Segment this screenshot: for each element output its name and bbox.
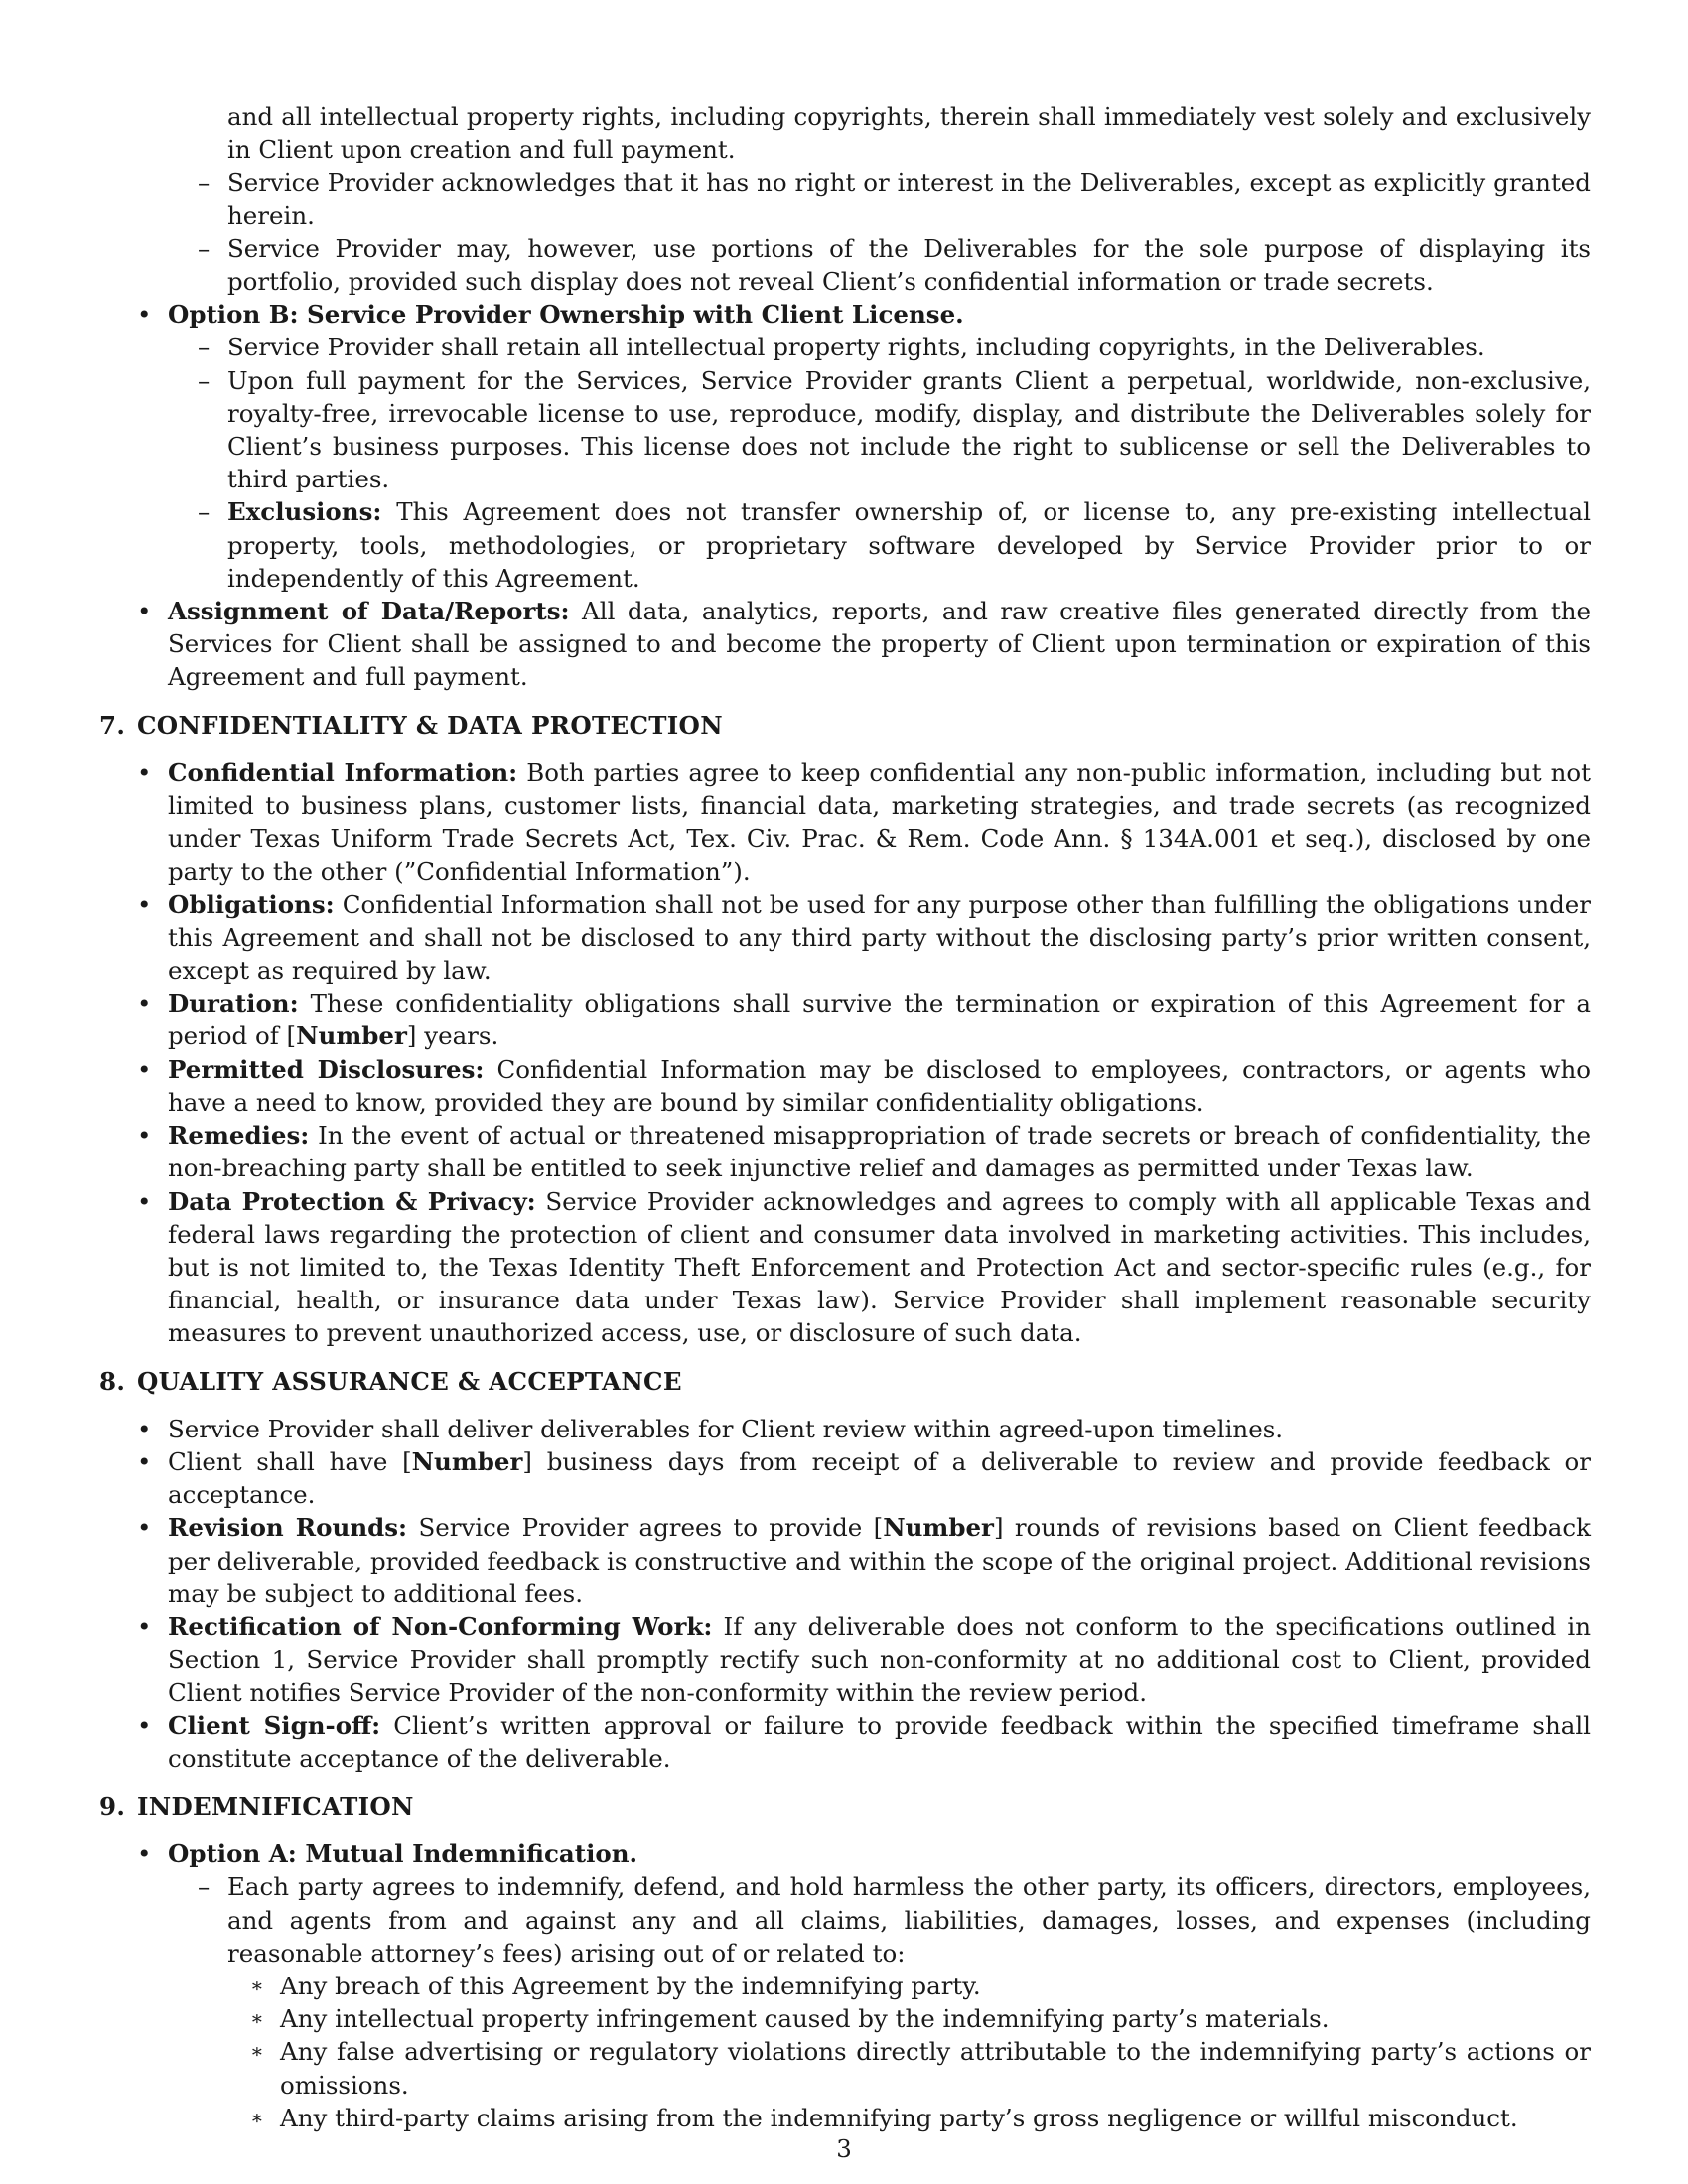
list-item: ∗ Any intellectual property infringement caused by the indemnifying party’s materials. bbox=[99, 2002, 1591, 2035]
placeholder-field: Number bbox=[411, 1446, 523, 1476]
assignment-list bbox=[99, 595, 1591, 694]
star-marker: ∗ bbox=[250, 1973, 264, 1997]
bullet-marker: • bbox=[137, 989, 152, 1019]
list-item: • Rectification of Non-Conforming Work: If any deliverable does not conform to the specifications outlined in Section 1, Service Provider shall promptly rectify such non-conformity at no additional cost to Client, provided Client notifies Service Provider of the non-conformity within the review period. bbox=[137, 1611, 1591, 1707]
option-b-item bbox=[99, 298, 1591, 331]
list-item: ∗ Any false advertising or regulatory violations directly attributable to the indemnifying party’s actions or omissions. bbox=[250, 2037, 1591, 2100]
list-item: – Service Provider acknowledges that it has no right or interest in the Deliverables, except as explicitly granted herein. bbox=[198, 168, 1591, 230]
list-item: • Remedies: In the event of actual or threatened misappropriation of trade secrets or breach of confidentiality, the non-breaching party shall be entitled to seek injunctive relief and damages as permitted under Texas law. bbox=[137, 1121, 1591, 1183]
continuation-text: and all intellectual property rights, including copyrights, therein shall immediately vest solely and exclusively in Client upon creation and full payment. bbox=[227, 102, 1591, 165]
dash-marker: – bbox=[198, 497, 211, 527]
dash-marker: – bbox=[198, 365, 211, 395]
star-marker: ∗ bbox=[250, 2039, 264, 2064]
list-item: – Each party agrees to indemnify, defend, and hold harmless the other party, its officers, directors, employees, and agents from and against any and all claims, liabilities, damages, losses, and expenses (including reasonable attorney’s fees) arising out of or related to: bbox=[198, 1872, 1591, 1968]
placeholder-field: Number bbox=[883, 1513, 994, 1543]
list-item: • Obligations: Confidential Information shall not be used for any purpose other than fulfilling the obligations under this Agreement and shall not be disclosed to any third party without the disclosing party’s prior written consent, except as required by law. bbox=[137, 889, 1591, 986]
list-item: • Permitted Disclosures: Confidential Information may be disclosed to employees, contractors, or agents who have a need to know, provided they are bound by similar confidentiality obligations. bbox=[137, 1054, 1591, 1117]
section-number: 8. bbox=[99, 1366, 126, 1396]
indemnification-subitems bbox=[99, 1970, 1591, 2134]
list-item: • Data Protection & Privacy: Service Provider acknowledges and agrees to comply with all applicable Texas and federal laws regarding the protection of client and consumer data involved in marketing activities. This includes, but is not limited to, the Texas Identity Theft Enforcement and Protection Act and sector-specific rules (e.g., for financial, health, or insurance data under Texas law). Service Provider shall implement reasonable security measures to prevent unauthorized access, use, or disclosure of such data. bbox=[137, 1186, 1591, 1348]
placeholder-field: Number bbox=[296, 1022, 407, 1051]
option-a-subitems bbox=[99, 1870, 1591, 1970]
bullet-marker: • bbox=[137, 1710, 152, 1740]
list-item: • Confidential Information: Both parties agree to keep confidential any non-public information, including but not limited to business plans, customer lists, financial data, marketing strategies, and trade secrets (as recognized under Texas Uniform Trade Secrets Act, Tex. Civ. Prac. & Rem. Code Ann. § 134A.001 et seq.), disclosed by one party to the other (”Confidential Information”). bbox=[137, 757, 1591, 887]
bullet-marker: • bbox=[137, 1513, 152, 1543]
ownership-options bbox=[99, 298, 1591, 331]
bullet-marker: • bbox=[137, 889, 152, 919]
dash-marker: – bbox=[198, 333, 211, 362]
list-item: – Upon full payment for the Services, Service Provider grants Client a perpetual, worldwide, non-exclusive, royalty-free, irrevocable license to use, reproduce, modify, display, and distribute the Deliverables solely for Client’s business purposes. This license does not include the right to sublicense or sell the Deliverables to third parties. bbox=[198, 365, 1591, 494]
option-b-subitems bbox=[99, 331, 1591, 595]
dash-marker: – bbox=[198, 168, 211, 198]
section-title: QUALITY ASSURANCE & ACCEPTANCE bbox=[137, 1366, 682, 1396]
continuation-subitems bbox=[99, 166, 1591, 298]
section-number: 7. bbox=[99, 710, 126, 740]
option-a-title: Option A: Mutual Indemnification. bbox=[168, 1840, 638, 1869]
bullet-marker: • bbox=[137, 1840, 152, 1869]
bullet-marker: • bbox=[137, 1054, 152, 1084]
list-item: • Service Provider shall deliver deliverables for Client review within agreed-upon timelines. bbox=[99, 1413, 1591, 1445]
section-number: 9. bbox=[99, 1791, 126, 1821]
bullet-marker: • bbox=[137, 1186, 152, 1216]
section-heading bbox=[99, 1790, 1591, 1823]
assignment-item: • Assignment of Data/Reports: All data, analytics, reports, and raw creative files generated directly from the Services for Client shall be assigned to and become the property of Client upon termination or expiration of this Agreement and full payment. bbox=[137, 597, 1592, 692]
list-item: – Service Provider shall retain all intellectual property rights, including copyrights, in the Deliverables. bbox=[99, 331, 1591, 363]
dash-marker: – bbox=[198, 1872, 211, 1902]
star-marker: ∗ bbox=[250, 2105, 264, 2129]
list-item: ∗ Any breach of this Agreement by the indemnifying party. bbox=[99, 1970, 1591, 2002]
section-7-list bbox=[99, 756, 1591, 1350]
bullet-marker: • bbox=[137, 1121, 152, 1151]
option-a-item bbox=[99, 1838, 1591, 1870]
section-title: INDEMNIFICATION bbox=[137, 1791, 414, 1821]
star-marker: ∗ bbox=[250, 2006, 264, 2031]
bullet-marker: • bbox=[137, 1414, 152, 1443]
page-number: 3 bbox=[836, 2134, 852, 2163]
list-item: • Client shall have [Number] business days from receipt of a deliverable to review and provide feedback or acceptance. bbox=[137, 1446, 1591, 1510]
section-9-list bbox=[99, 1838, 1591, 1870]
list-item: ∗ Any third-party claims arising from the indemnifying party’s gross negligence or willful misconduct. bbox=[99, 2102, 1591, 2134]
option-b-title: Option B: Service Provider Ownership with Client License. bbox=[168, 300, 964, 330]
dash-marker: – bbox=[198, 233, 211, 263]
exclusions-label: Exclusions: bbox=[227, 497, 382, 527]
bullet-marker: • bbox=[137, 300, 152, 330]
list-item: – Exclusions: This Agreement does not transfer ownership of, or license to, any pre-existing intellectual property, tools, methodologies, or proprietary software developed by Service Provider prior to or independently of this Agreement. bbox=[198, 497, 1591, 593]
bullet-marker: • bbox=[137, 1446, 152, 1476]
section-heading bbox=[99, 1365, 1591, 1398]
bullet-marker: • bbox=[137, 757, 152, 787]
section-8-list bbox=[99, 1413, 1591, 1775]
bullet-marker: • bbox=[137, 597, 152, 626]
section-title: CONFIDENTIALITY & DATA PROTECTION bbox=[137, 710, 723, 740]
list-item: • Duration: These confidentiality obligations shall survive the termination or expiration of this Agreement for a period of [Number] years. bbox=[137, 989, 1591, 1051]
list-item: • Revision Rounds: Service Provider agrees to provide [Number] rounds of revisions based on Client feedback per deliverable, provided feedback is constructive and within the scope of the original project. Additional revisions may be subject to additional fees. bbox=[137, 1513, 1591, 1608]
section-heading bbox=[99, 709, 1591, 742]
page-content bbox=[99, 100, 1591, 2134]
bullet-marker: • bbox=[137, 1611, 152, 1641]
list-item: • Client Sign-off: Client’s written approval or failure to provide feedback within the specified timeframe shall constitute acceptance of the deliverable. bbox=[137, 1710, 1591, 1773]
list-item: – Service Provider may, however, use portions of the Deliverables for the sole purpose of displaying its portfolio, provided such display does not reveal Client’s confidential information or trade secrets. bbox=[198, 233, 1591, 297]
